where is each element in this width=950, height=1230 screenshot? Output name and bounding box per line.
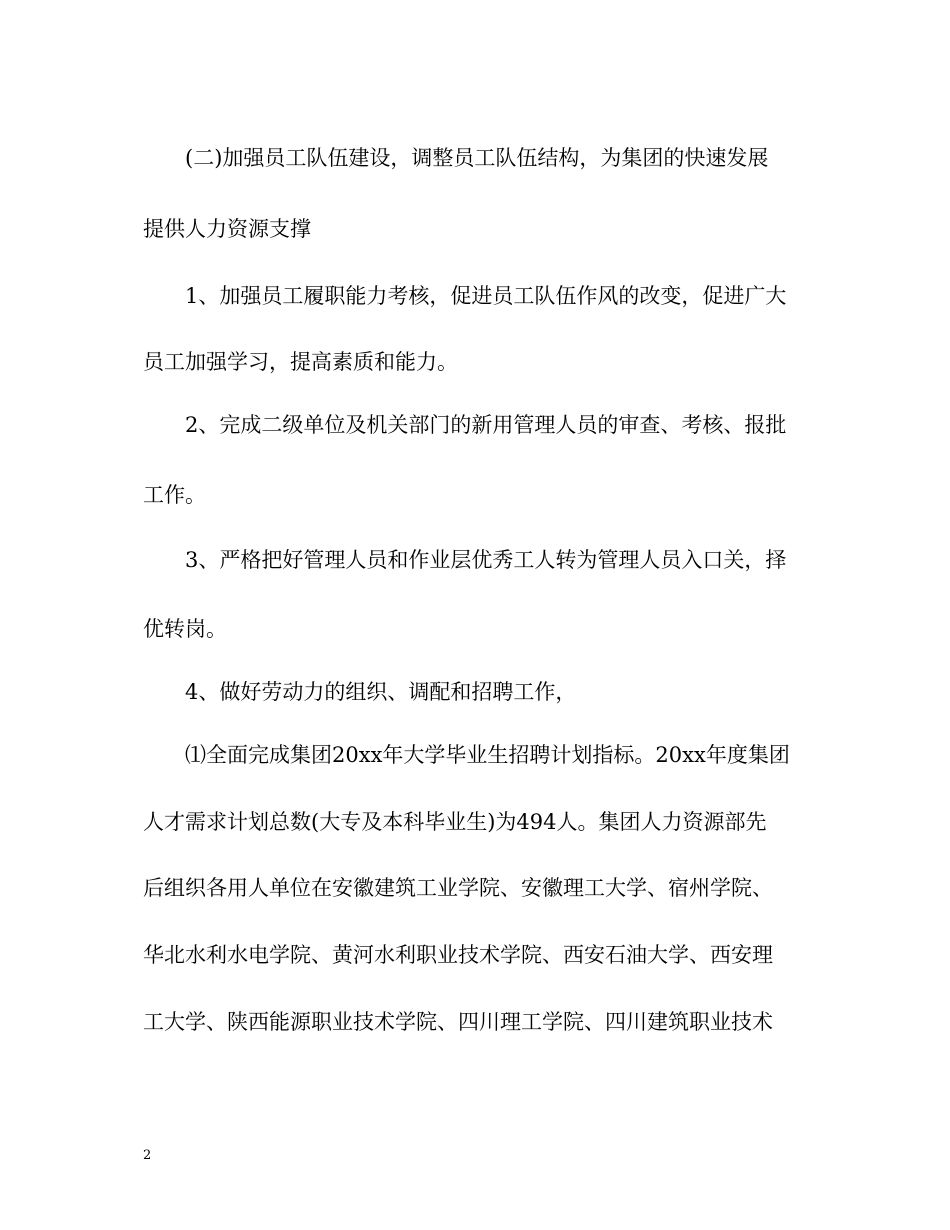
paragraph-line: 2、完成二级单位及机关部门的新用管理人员的审查、考核、报批: [185, 413, 787, 437]
paragraph-line: 员工加强学习，提高素质和能力。: [143, 350, 458, 374]
paragraph-line: 工大学、陕西能源职业技术学院、四川理工学院、四川建筑职业技术: [143, 1010, 773, 1034]
paragraph-line: 优转岗。: [143, 617, 227, 641]
paragraph-line: 3、严格把好管理人员和作业层优秀工人转为管理人员入口关，择: [185, 548, 787, 572]
paragraph-line: 1、加强员工履职能力考核，促进员工队伍作风的改变，促进广大: [185, 284, 787, 308]
paragraph-line: 4、做好劳动力的组织、调配和招聘工作，: [185, 680, 577, 704]
paragraph-line: (二)加强员工队伍建设，调整员工队伍结构，为集团的快速发展: [185, 146, 769, 170]
page-number: 2: [143, 1148, 152, 1163]
paragraph-line: 人才需求计划总数(大专及本科毕业生)为494人。集团人力资源部先: [143, 810, 767, 834]
paragraph-line: 提供人力资源支撑: [143, 217, 311, 241]
paragraph-line: 后组织各用人单位在安徽建筑工业学院、安徽理工大学、宿州学院、: [143, 876, 773, 900]
paragraph-line: 工作。: [143, 483, 206, 507]
paragraph-line: 华北水利水电学院、黄河水利职业技术学院、西安石油大学、西安理: [143, 943, 773, 967]
paragraph-line: ⑴全面完成集团20xx年大学毕业生招聘计划指标。20xx年度集团: [185, 743, 790, 767]
